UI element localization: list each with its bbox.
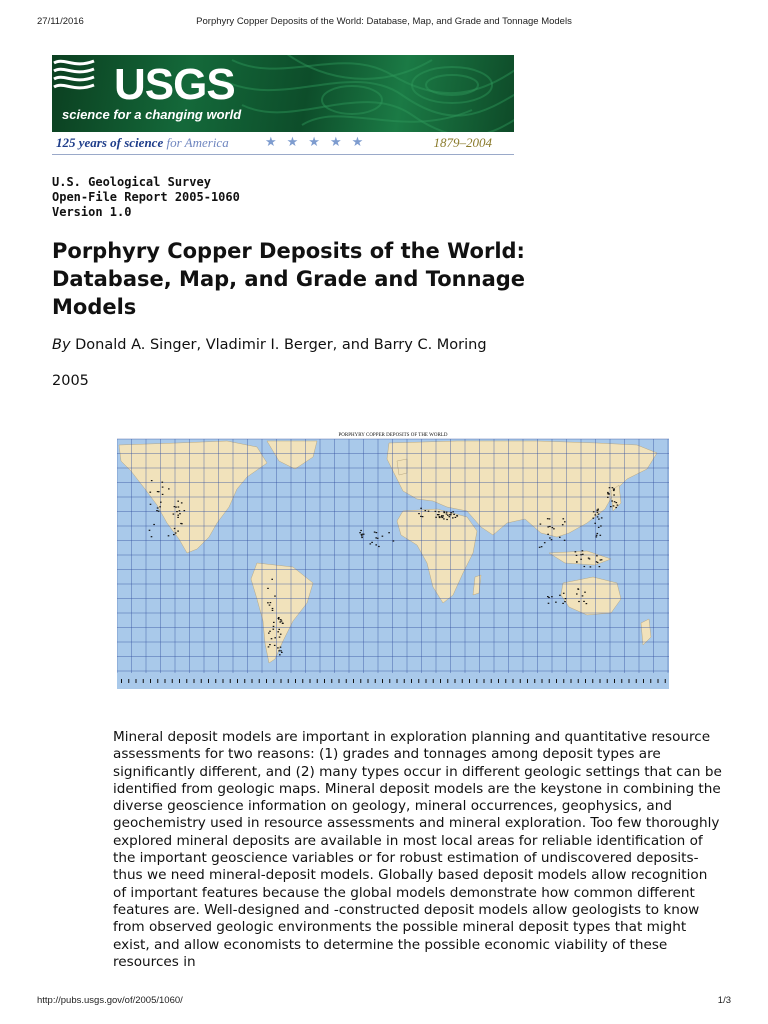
deposit-marker: [177, 517, 179, 518]
map-scale-tick: [237, 679, 238, 683]
map-scale-tick: [650, 679, 651, 683]
map-scale-tick: [331, 679, 332, 683]
map-scale-tick: [629, 679, 630, 683]
deposit-marker: [174, 506, 176, 507]
map-scale-tick: [317, 679, 318, 683]
map-scale-tick: [230, 679, 231, 683]
deposit-marker: [590, 566, 592, 567]
deposit-marker: [274, 637, 276, 638]
deposit-marker: [555, 602, 557, 603]
deposit-marker: [175, 507, 177, 508]
deposit-marker: [563, 518, 565, 519]
deposit-marker: [583, 601, 585, 602]
map-scale-tick: [201, 679, 202, 683]
map-scale-tick: [607, 679, 608, 683]
deposit-marker: [280, 634, 282, 635]
deposit-marker: [610, 506, 612, 507]
map-scale-tick: [273, 679, 274, 683]
map-scale-tick: [563, 679, 564, 683]
deposit-marker: [420, 508, 422, 509]
anniversary-prefix: 125 years of science: [56, 135, 164, 150]
deposit-marker: [418, 513, 420, 514]
author-names: Donald A. Singer, Vladimir I. Berger, and Barry C. Moring: [75, 337, 487, 353]
usgs-wave-logo-icon: [52, 55, 96, 95]
deposit-marker: [575, 551, 577, 552]
deposit-marker: [597, 533, 599, 534]
deposit-marker: [360, 530, 362, 531]
deposit-marker: [547, 534, 549, 535]
map-scale-tick: [194, 679, 195, 683]
deposit-marker: [580, 559, 582, 560]
anniversary-bar: [52, 132, 514, 155]
map-scale-tick: [585, 679, 586, 683]
print-date: 27/11/2016: [37, 16, 84, 27]
deposit-marker: [596, 536, 598, 537]
map-scale-tick: [288, 679, 289, 683]
deposit-marker: [363, 534, 365, 535]
report-metadata: [52, 175, 240, 220]
deposit-marker: [280, 650, 282, 651]
deposit-marker: [371, 542, 373, 543]
deposit-marker: [420, 516, 422, 517]
deposit-marker: [162, 487, 164, 488]
deposit-marker: [377, 538, 379, 539]
map-title: PORPHYRY COPPER DEPOSITS OF THE WORLD: [338, 433, 448, 438]
deposit-marker: [282, 623, 284, 624]
map-scale-tick: [143, 679, 144, 683]
deposit-marker: [184, 510, 186, 511]
deposit-marker: [388, 532, 390, 533]
deposit-marker: [597, 509, 599, 510]
deposit-marker: [449, 514, 451, 515]
deposit-marker: [576, 593, 578, 594]
map-scale-tick: [455, 679, 456, 683]
deposit-marker: [562, 603, 564, 604]
anniversary-year-range: 1879–2004: [433, 135, 492, 150]
map-scale-tick: [324, 679, 325, 683]
deposit-marker: [422, 516, 424, 517]
map-scale-tick: [186, 679, 187, 683]
map-scale-tick: [179, 679, 180, 683]
deposit-marker: [274, 645, 276, 646]
deposit-marker: [588, 558, 590, 559]
deposit-marker: [613, 494, 615, 495]
map-scale-tick: [346, 679, 347, 683]
deposit-marker: [149, 530, 151, 531]
deposit-marker: [157, 491, 159, 492]
deposit-marker: [564, 601, 566, 602]
map-scale-tick: [505, 679, 506, 683]
deposit-marker: [580, 554, 582, 555]
page-counter: 1/3: [717, 995, 731, 1006]
deposit-marker: [551, 596, 553, 597]
deposit-marker: [596, 555, 598, 556]
deposit-marker: [582, 550, 584, 551]
deposit-marker: [539, 547, 541, 548]
deposit-marker: [598, 519, 600, 520]
map-scale-tick: [643, 679, 644, 683]
deposit-marker: [361, 535, 363, 536]
deposit-marker: [540, 524, 542, 525]
deposit-marker: [599, 566, 601, 567]
deposit-marker: [268, 633, 270, 634]
deposit-marker: [446, 519, 448, 520]
deposit-marker: [563, 593, 565, 594]
deposit-marker: [279, 621, 281, 622]
deposit-marker: [601, 559, 603, 560]
deposit-marker: [617, 505, 619, 506]
deposit-marker: [271, 638, 273, 639]
map-scale-tick: [339, 679, 340, 683]
deposit-marker: [376, 532, 378, 533]
deposit-marker: [548, 597, 550, 598]
deposit-marker: [271, 579, 273, 580]
map-scale-tick: [150, 679, 151, 683]
deposit-marker: [159, 506, 161, 507]
deposit-marker: [269, 644, 271, 645]
deposit-marker: [608, 494, 610, 495]
deposit-marker: [361, 537, 363, 538]
map-scale-tick: [556, 679, 557, 683]
map-scale-tick: [476, 679, 477, 683]
deposit-marker: [278, 617, 280, 618]
map-scale-tick: [281, 679, 282, 683]
deposit-marker: [179, 513, 181, 514]
deposit-marker: [576, 561, 578, 562]
deposit-marker: [451, 512, 453, 513]
deposit-marker: [378, 546, 380, 547]
deposit-marker: [452, 517, 454, 518]
map-scale-tick: [208, 679, 209, 683]
deposit-marker: [156, 510, 158, 511]
deposit-marker: [551, 539, 553, 540]
report-number: Open-File Report 2005-1060: [52, 190, 240, 204]
map-scale-tick: [527, 679, 528, 683]
deposit-marker: [565, 598, 567, 599]
deposit-marker: [593, 518, 595, 519]
map-scale-tick: [542, 679, 543, 683]
deposit-marker: [173, 514, 175, 515]
deposit-marker: [277, 647, 279, 648]
map-scale-tick: [418, 679, 419, 683]
map-scale-tick: [360, 679, 361, 683]
map-scale-tick: [571, 679, 572, 683]
map-scale-tick: [658, 679, 659, 683]
map-scale-tick: [600, 679, 601, 683]
deposit-marker: [280, 647, 282, 648]
deposit-marker: [279, 654, 281, 655]
map-scale-tick: [368, 679, 369, 683]
deposit-marker: [596, 535, 598, 536]
map-scale-tick: [389, 679, 390, 683]
deposit-marker: [174, 528, 176, 529]
map-scale-tick: [534, 679, 535, 683]
deposit-marker: [453, 514, 455, 515]
deposit-marker: [598, 514, 600, 515]
deposit-marker: [600, 525, 602, 526]
deposit-marker: [594, 523, 596, 524]
deposit-marker: [613, 488, 615, 489]
deposit-marker: [597, 510, 599, 511]
deposit-marker: [278, 650, 280, 651]
land-british-isles: [397, 459, 407, 475]
deposit-marker: [455, 517, 457, 518]
map-scale-tick: [266, 679, 267, 683]
deposit-marker: [425, 510, 427, 511]
deposit-marker: [611, 500, 613, 501]
deposit-marker: [153, 524, 155, 525]
deposit-marker: [176, 511, 178, 512]
map-scale-tick: [498, 679, 499, 683]
deposit-marker: [267, 588, 269, 589]
deposit-marker: [443, 518, 445, 519]
map-scale-tick: [614, 679, 615, 683]
deposit-marker: [150, 492, 152, 493]
map-scale-tick: [375, 679, 376, 683]
deposit-marker: [370, 543, 372, 544]
deposit-marker: [607, 492, 609, 493]
deposit-marker: [442, 515, 444, 516]
deposit-marker: [438, 511, 440, 512]
anniversary-suffix: for America: [166, 135, 229, 150]
banner-background: [52, 55, 514, 132]
deposit-marker: [442, 517, 444, 518]
deposit-marker: [549, 537, 551, 538]
deposit-marker: [162, 482, 164, 483]
deposit-marker: [553, 528, 555, 529]
map-scale-tick: [469, 679, 470, 683]
deposit-marker: [601, 517, 603, 518]
map-scale-tick: [397, 679, 398, 683]
map-scale-tick: [310, 679, 311, 683]
map-scale-tick: [404, 679, 405, 683]
deposit-marker: [177, 531, 179, 532]
deposit-marker: [150, 504, 152, 505]
deposit-marker: [175, 532, 177, 533]
deposit-marker: [578, 589, 580, 590]
deposit-marker: [576, 555, 578, 556]
deposit-marker: [614, 501, 616, 502]
map-scale-tick: [223, 679, 224, 683]
deposit-marker: [375, 544, 377, 545]
deposit-marker: [578, 601, 580, 602]
deposit-marker: [273, 622, 275, 623]
map-scale-tick: [128, 679, 129, 683]
deposit-marker: [277, 631, 279, 632]
deposit-marker: [598, 527, 600, 528]
map-scale-tick: [426, 679, 427, 683]
map-scale-tick: [252, 679, 253, 683]
map-scale-tick: [157, 679, 158, 683]
deposit-marker: [613, 505, 615, 506]
deposit-marker: [267, 602, 269, 603]
deposit-marker: [270, 602, 272, 603]
agency-line: U.S. Geological Survey: [52, 175, 211, 189]
deposit-marker: [177, 501, 179, 502]
deposit-marker: [181, 502, 183, 503]
deposit-marker: [549, 526, 551, 527]
deposit-marker: [615, 507, 617, 508]
deposit-marker: [278, 629, 280, 630]
deposit-marker: [562, 524, 564, 525]
world-deposit-map[interactable]: [117, 427, 669, 689]
print-footer: [37, 995, 731, 1009]
deposit-marker: [600, 535, 602, 536]
deposit-marker: [359, 532, 361, 533]
deposit-marker: [447, 515, 449, 516]
map-scale-tick: [592, 679, 593, 683]
map-scale-tick: [513, 679, 514, 683]
deposit-marker: [274, 596, 276, 597]
map-scale-tick: [382, 679, 383, 683]
map-scale-tick: [353, 679, 354, 683]
map-scale-tick: [136, 679, 137, 683]
deposit-marker: [272, 610, 274, 611]
deposit-marker: [564, 540, 566, 541]
by-label: By: [52, 337, 71, 353]
deposit-marker: [547, 526, 549, 527]
deposit-marker: [273, 629, 275, 630]
deposit-marker: [428, 511, 430, 512]
deposit-marker: [441, 515, 443, 516]
deposit-marker: [179, 510, 181, 511]
map-scale-tick: [462, 679, 463, 683]
deposit-marker: [272, 608, 274, 609]
deposit-marker: [584, 566, 586, 567]
deposit-marker: [612, 487, 614, 488]
deposit-marker: [375, 537, 377, 538]
map-scale-tick: [484, 679, 485, 683]
map-scale-tick: [165, 679, 166, 683]
stars-text: ★★★★★: [265, 135, 374, 150]
deposit-marker: [443, 511, 445, 512]
deposit-marker: [158, 511, 160, 512]
deposit-marker: [151, 536, 153, 537]
map-scale-tick: [447, 679, 448, 683]
map-scale-tick: [621, 679, 622, 683]
deposit-marker: [613, 490, 615, 491]
deposit-marker: [435, 517, 437, 518]
deposit-marker: [559, 537, 561, 538]
map-scale-tick: [295, 679, 296, 683]
deposit-marker: [586, 603, 588, 604]
map-scale-tick: [578, 679, 579, 683]
star-row-icon: [265, 135, 373, 150]
deposit-marker: [597, 516, 599, 517]
usgs-banner[interactable]: [52, 55, 514, 155]
deposit-marker: [607, 497, 609, 498]
deposit-marker: [582, 554, 584, 555]
deposit-marker: [456, 515, 458, 516]
deposit-marker: [269, 605, 271, 606]
deposit-marker: [168, 488, 170, 489]
map-scale-tick: [636, 679, 637, 683]
deposit-marker: [268, 646, 270, 647]
deposit-marker: [449, 516, 451, 517]
deposit-marker: [281, 652, 283, 653]
deposit-marker: [609, 487, 611, 488]
deposit-marker: [435, 511, 437, 512]
map-scale-tick: [302, 679, 303, 683]
deposit-marker: [178, 506, 180, 507]
map-scale-tick: [549, 679, 550, 683]
print-header: [37, 16, 731, 30]
deposit-marker: [597, 562, 599, 563]
deposit-marker: [374, 532, 376, 533]
publication-year: 2005: [52, 373, 89, 389]
abstract-paragraph: Mineral deposit models are important in exploration planning and quantitative resource assessments for two reasons: (1) grades and tonnages among deposit types are significantly different, and (2) many types occur in different geologic settings that can be identified from geologic maps. Mineral deposit models are the keystone in combining the diverse geoscience information on geology, mineral occurrences, geophysics, and geochemistry used in resource assessments and mineral exploration. Too few thoroughly explored mineral deposits are available in most local areas for reliable identification of the important geoscience variables or for robust estimation of undiscovered deposits-thus we need mineral-deposit models. Globally based deposit models allow recognition of important features because the global models demonstrate how common different features are. Well-designed and -constructed deposit models allow geologists to know from observed geologic environments the possible mineral deposit types that might exist, and allow economists to determine the possible economic viability of these resources in: [113, 729, 722, 970]
deposit-marker: [382, 536, 384, 537]
deposit-marker: [544, 542, 546, 543]
report-version: Version 1.0: [52, 205, 132, 219]
deposit-marker: [273, 626, 275, 627]
deposit-marker: [548, 603, 550, 604]
deposit-marker: [393, 540, 395, 541]
deposit-marker: [157, 507, 159, 508]
deposit-marker: [559, 595, 561, 596]
map-scale-tick: [259, 679, 260, 683]
map-scale-tick: [491, 679, 492, 683]
deposit-marker: [584, 592, 586, 593]
map-scale-tick: [215, 679, 216, 683]
map-scale-tick: [411, 679, 412, 683]
deposit-marker: [549, 518, 551, 519]
deposit-marker: [616, 502, 618, 503]
map-scale-tick: [244, 679, 245, 683]
deposit-marker: [452, 511, 454, 512]
document-title: Porphyry Copper Deposits of the World: Database, Map, and Grade and Tonnage Models: [52, 239, 526, 319]
deposit-marker: [582, 595, 584, 596]
map-scale-tick: [440, 679, 441, 683]
deposit-marker: [180, 523, 182, 524]
deposit-marker: [279, 637, 281, 638]
page-url-link[interactable]: http://pubs.usgs.gov/of/2005/1060/: [37, 995, 183, 1006]
deposit-marker: [362, 534, 364, 535]
deposit-marker: [547, 518, 549, 519]
deposit-marker: [446, 512, 448, 513]
print-page-title: Porphyry Copper Deposits of the World: Database, Map, and Grade and Tonnage Models: [196, 16, 572, 27]
deposit-marker: [280, 619, 282, 620]
deposit-marker: [593, 511, 595, 512]
deposit-marker: [151, 480, 153, 481]
map-scale-tick: [520, 679, 521, 683]
usgs-logo-text: USGS: [114, 60, 235, 109]
author-byline: [52, 337, 487, 353]
deposit-marker: [564, 521, 566, 522]
deposit-marker: [552, 527, 554, 528]
map-scale-tick: [172, 679, 173, 683]
map-scale-tick: [665, 679, 666, 683]
deposit-marker: [173, 534, 175, 535]
deposit-marker: [162, 494, 164, 495]
deposit-marker: [177, 515, 179, 516]
deposit-marker: [597, 512, 599, 513]
deposit-marker: [269, 631, 271, 632]
usgs-tagline: science for a changing world: [62, 107, 242, 122]
anniversary-text: [56, 135, 229, 151]
deposit-marker: [541, 546, 543, 547]
map-scale-tick: [121, 679, 122, 683]
deposit-marker: [446, 513, 448, 514]
map-scale-tick: [433, 679, 434, 683]
deposit-marker: [168, 535, 170, 536]
deposit-marker: [438, 514, 440, 515]
deposit-marker: [160, 502, 162, 503]
deposit-marker: [595, 514, 597, 515]
deposit-marker: [439, 517, 441, 518]
